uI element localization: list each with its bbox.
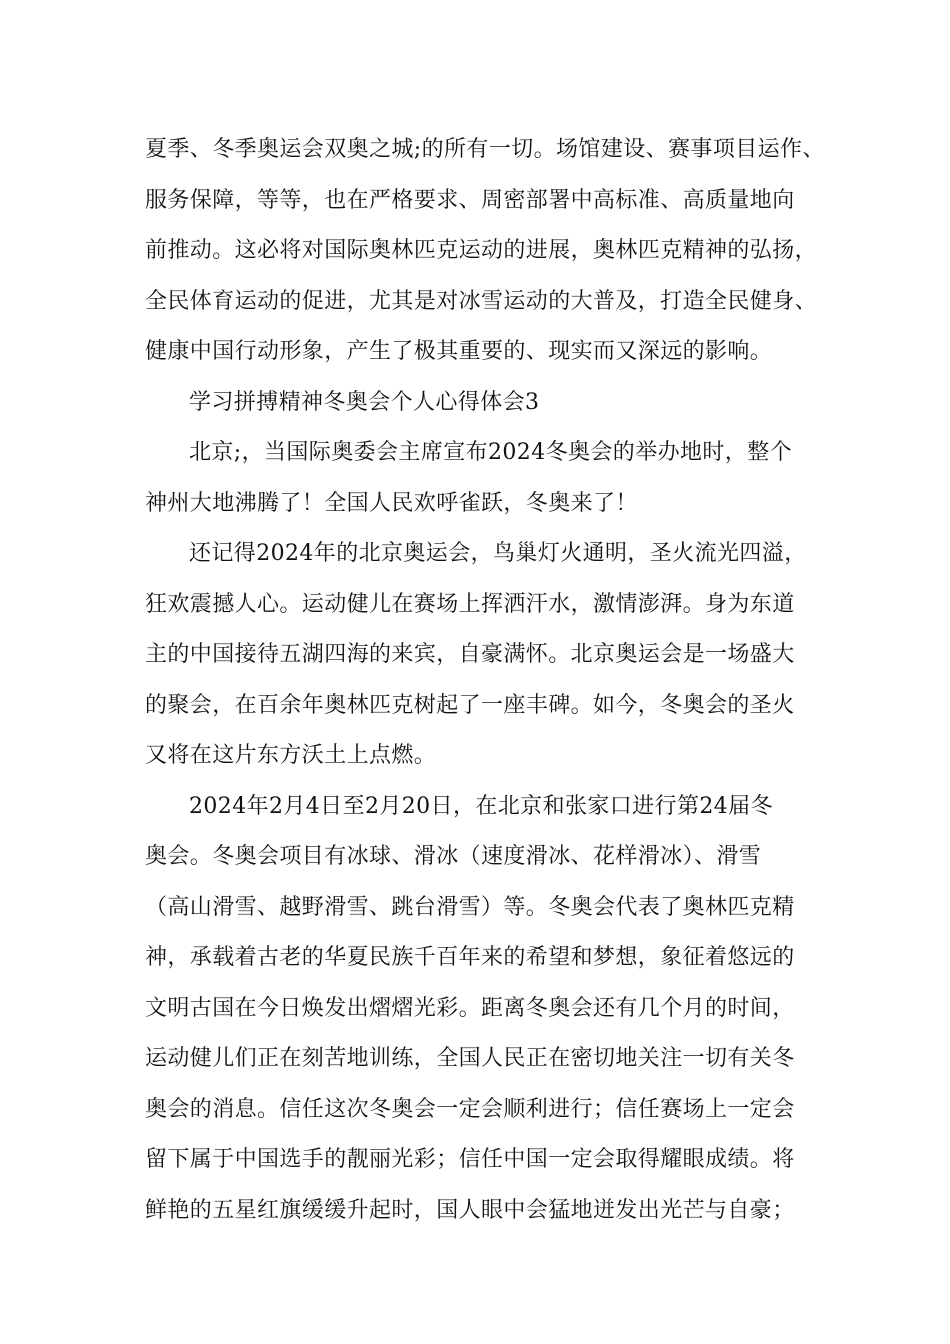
text-line: 神州大地沸腾了！全国人民欢呼雀跃，冬奥来了！ <box>145 490 638 516</box>
section-heading <box>145 378 825 429</box>
text-line: 主的中国接待五湖四海的来宾，自豪满怀。北京奥运会是一场盛大 <box>145 642 795 667</box>
paragraph-2 <box>145 428 825 529</box>
text-line: 留下属于中国选手的靓丽光彩；信任中国一定会取得耀眼成绩。将 <box>145 1147 795 1172</box>
heading-line: 学习拼搏精神冬奥会个人心得体会3 <box>189 389 540 415</box>
paragraph-3 <box>145 529 825 782</box>
text-line: 鲜艳的五星红旗缓缓升起时，国人眼中会猛地迸发出光芒与自豪； <box>145 1197 795 1223</box>
text-line: 前推动。这必将对国际奥林匹克运动的进展，奥林匹克精神的弘扬， <box>145 238 818 263</box>
text-line: 夏季、冬季奥运会双奥之城;的所有一切。场馆建设、赛事项目运作、 <box>145 137 825 162</box>
text-line: 全民体育运动的促进，尤其是对冰雪运动的大普及，打造全民健身、 <box>145 288 818 314</box>
text-line: 神，承载着古老的华夏民族千百年来的希望和梦想，象征着悠远的 <box>145 945 795 970</box>
paragraph-4 <box>145 782 825 1237</box>
text-line: （高山滑雪、越野滑雪、跳台滑雪）等。冬奥会代表了奥林匹克精 <box>145 894 795 920</box>
text-line: 还记得2024年的北京奥运会，鸟巢灯火通明，圣火流光四溢， <box>189 541 807 566</box>
text-line: 的聚会，在百余年奥林匹克树起了一座丰碑。如今，冬奥会的圣火 <box>145 692 795 718</box>
text-line: 运动健儿们正在刻苦地训练，全国人民正在密切地关注一切有关冬 <box>145 1046 795 1071</box>
text-line: 文明古国在今日焕发出熠熠光彩。距离冬奥会还有几个月的时间， <box>145 995 795 1021</box>
text-line: 狂欢震撼人心。运动健儿在赛场上挥洒汗水，激情澎湃。身为东道 <box>145 591 795 617</box>
text-line: 奥会。冬奥会项目有冰球、滑冰（速度滑冰、花样滑冰）、滑雪 <box>145 844 762 869</box>
text-line: 2024年2月4日至2月20日，在北京和张家口进行第24届冬 <box>189 793 773 819</box>
text-line: 服务保障，等等，也在严格要求、周密部署中高标准、高质量地向 <box>145 187 795 213</box>
text-line: 健康中国行动形象，产生了极其重要的、现实而又深远的影响。 <box>145 339 773 364</box>
text-line: 又将在这片东方沃土上点燃。 <box>145 743 437 768</box>
text-line: 北京;，当国际奥委会主席宣布2024冬奥会的举办地时，整个 <box>189 440 793 465</box>
text-line: 奥会的消息。信任这次冬奥会一定会顺利进行；信任赛场上一定会 <box>145 1096 795 1122</box>
paragraph-1 <box>145 125 825 378</box>
